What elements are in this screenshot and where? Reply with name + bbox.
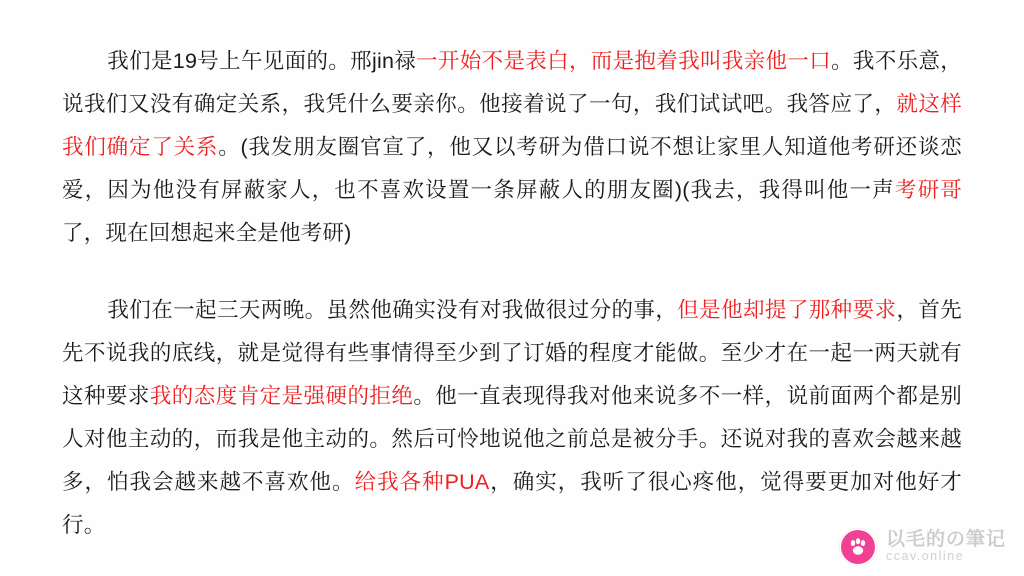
highlighted-text-run: 考研哥 <box>894 178 962 202</box>
text-run: 。(我发朋友圈官宣了，他又以考研为借口说不想让家里人知道他考研还谈恋爱，因为他没有屏蔽家人，也不喜欢设置一条屏蔽人的朋友圈)(我去，我得叫他一声 <box>62 135 962 202</box>
highlighted-text-run: 给我各种PUA <box>354 470 490 494</box>
cat-paw-icon <box>839 528 877 566</box>
highlighted-text-run: 一开始不是表白，而是抱着我叫我亲他一口 <box>416 49 832 73</box>
watermark-subtitle: ccav.online <box>885 549 965 564</box>
text-run: 我们是19号上午见面的。邢jin禄 <box>107 49 417 73</box>
watermark-text <box>886 530 1006 563</box>
paragraph-2 <box>62 289 962 547</box>
watermark-title: 以毛的の筆记 <box>885 529 1006 551</box>
text-run: 。他一直表现得我对他来说多不一样，说前面两个都是别人对他主动的，而我是他主动的。然后可怜地说他之前总是被分手。还说对我的喜欢会越来越多，怕我会越来越不喜欢他。 <box>62 384 962 494</box>
highlighted-text-run: 但是他却提了那种要求 <box>677 298 897 322</box>
highlighted-text-run: 就这样我们确定了关系 <box>62 92 962 159</box>
watermark <box>839 528 1006 566</box>
text-run: 了，现在回想起来全是他考研) <box>62 221 352 245</box>
text-run: ，确实，我听了很心疼他，觉得要更加对他好才行。 <box>62 470 962 537</box>
text-run: 我们在一起三天两晚。虽然他确实没有对我做很过分的事， <box>107 298 678 322</box>
text-run: ，首先先不说我的底线，就是觉得有些事情得至少到了订婚的程度才能做。至少才在一起一两天就有这种要求 <box>62 298 962 408</box>
paragraph-1 <box>62 40 962 255</box>
text-run: 。我不乐意，说我们又没有确定关系，我凭什么要亲你。他接着说了一句，我们试试吧。我答应了， <box>62 49 963 116</box>
highlighted-text-run: 我的态度肯定是强硬的拒绝 <box>149 384 414 408</box>
document-body <box>62 40 962 547</box>
